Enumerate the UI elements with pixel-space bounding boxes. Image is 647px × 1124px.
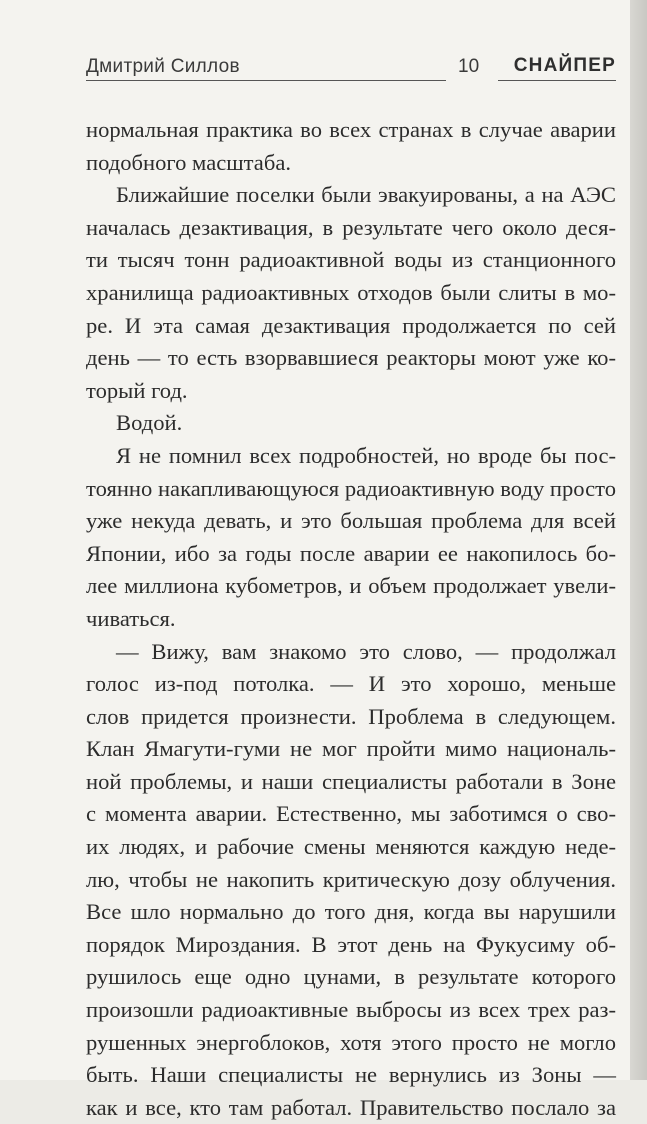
text-line: нормальная практика во всех странах в случае аварии xyxy=(86,117,616,142)
text-line: уже некуда девать, и это большая проблема для всей xyxy=(86,508,616,534)
page-number: 10 xyxy=(458,56,480,77)
header-author: Дмитрий Силлов xyxy=(86,56,240,77)
text-line: голос из-под потолка. — И это хорошо, меньше xyxy=(86,671,616,697)
text-line: Все шло нормально до того дня, когда вы нарушили xyxy=(86,899,616,925)
text-line: подобного масштаба. xyxy=(86,149,292,175)
text-line: слов придется произнести. Проблема в следующем. xyxy=(86,703,616,729)
text-line: ной проблемы, и наши специалисты работали в Зоне xyxy=(86,768,616,794)
text-line: — Вижу, вам знакомо это слово, — продолжал xyxy=(116,638,616,664)
page-edge-shadow xyxy=(630,0,647,1080)
text-line: день — то есть взорвавшиеся реакторы моют уже ко- xyxy=(86,345,616,371)
text-line: чиваться. xyxy=(86,605,176,631)
text-line: их людях, и рабочие смены меняются каждую неде- xyxy=(86,834,616,860)
text-line: Японии, ибо за годы после аварии ее накопилось бо- xyxy=(86,540,616,566)
text-line: Водой. xyxy=(116,410,183,436)
text-line: Я не помнил всех подробностей, но вроде бы пос- xyxy=(116,442,616,468)
text-line: ти тысяч тонн радиоактивной воды из станционного xyxy=(86,247,616,273)
text-line: хранилища радиоактивных отходов были слиты в мо- xyxy=(86,279,616,305)
text-line: торый год. xyxy=(86,377,188,403)
text-line: Клан Ямагути-гуми не мог пройти мимо националь- xyxy=(86,736,616,762)
header-book-title: СНАЙПЕР xyxy=(513,55,616,76)
text-line: быть. Наши специалисты не вернулись из Зоны — xyxy=(86,1062,616,1088)
text-line: лее миллиона кубометров, и объем продолжает увели- xyxy=(86,573,616,599)
text-line: как и все, кто там работал. Правительство послало за xyxy=(86,1094,616,1120)
text-line: порядок Мироздания. В этот день на Фукусиму об- xyxy=(86,931,616,957)
text-line: рушенных энергоблоков, хотя этого просто не могло xyxy=(86,1029,616,1055)
header-rule-right xyxy=(498,80,616,81)
text-line: началась дезактивация, в результате чего около деся- xyxy=(86,214,616,240)
text-line: тоянно накапливающуюся радиоактивную воду просто xyxy=(86,475,617,501)
header-rule-left xyxy=(86,80,446,81)
running-header xyxy=(86,54,616,82)
text-line: лю, чтобы не накопить критическую дозу облучения. xyxy=(86,866,616,892)
text-line: Ближайшие поселки были эвакуированы, а на АЭС xyxy=(116,182,616,208)
body-text xyxy=(86,114,616,1124)
text-line: с момента аварии. Естественно, мы заботимся о сво- xyxy=(86,801,616,827)
text-line: рушилось еще одно цунами, в результате которого xyxy=(86,964,616,990)
text-line: произошли радиоактивные выбросы из всех трех раз- xyxy=(86,997,616,1023)
text-line: ре. И эта самая дезактивация продолжается по сей xyxy=(86,312,616,338)
